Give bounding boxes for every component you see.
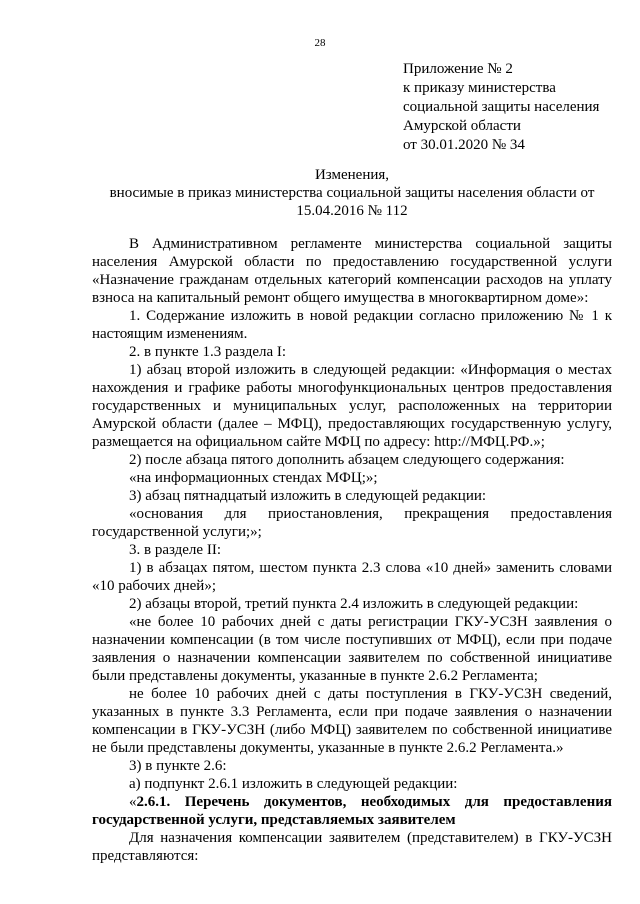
paragraph: а) подпункт 2.6.1 изложить в следующей редакции: bbox=[129, 776, 458, 792]
paragraph: В Административном регламенте министерства социальной защиты населения Амурской области по предоставлению государственной услуги «Назначение гражданам отдельных категорий компенсации расходов на уплату взноса на капитальный ремонт общего имущества в многоквартирном доме»: bbox=[92, 236, 612, 306]
subsection-heading bbox=[92, 793, 612, 829]
paragraph: «на информационных стендах МФЦ;»; bbox=[129, 470, 378, 486]
paragraph: 3) в пункте 2.6: bbox=[129, 758, 227, 774]
appendix-line: от 30.01.2020 № 34 bbox=[403, 137, 525, 153]
heading-line: 15.04.2016 № 112 bbox=[296, 203, 408, 219]
subsection-title: 2.6.1. Перечень документов, необходимых для предоставления государственной услуги, представляемых заявителем bbox=[92, 794, 612, 828]
paragraph: «основания для приостановления, прекращения предоставления государственной услуги;»; bbox=[92, 506, 612, 540]
paragraph: 1. Содержание изложить в новой редакции согласно приложению № 1 к настоящим изменениям. bbox=[92, 308, 612, 342]
paragraph: 3) абзац пятнадцатый изложить в следующей редакции: bbox=[129, 488, 487, 504]
paragraph: Для назначения компенсации заявителем (представителем) в ГКУ-УСЗН представляются: bbox=[92, 830, 612, 864]
paragraph: «не более 10 рабочих дней с даты регистрации ГКУ-УСЗН заявления о назначении компенсации (в том числе поступивших от МФЦ), если при подаче заявления о назначении компенсации заявителем по собственной инициативе были представлены документы, указанные в пункте 2.6.2 Регламента; bbox=[92, 614, 612, 684]
paragraph: 2. в пункте 1.3 раздела I: bbox=[129, 344, 287, 360]
paragraph: 1) в абзацах пятом, шестом пункта 2.3 слова «10 дней» заменить словами «10 рабочих дней»; bbox=[92, 560, 612, 594]
paragraph: 2) абзацы второй, третий пункта 2.4 изложить в следующей редакции: bbox=[129, 596, 579, 612]
document-body bbox=[92, 235, 612, 865]
document-heading bbox=[92, 166, 612, 220]
paragraph: не более 10 рабочих дней с даты поступления в ГКУ-УСЗН сведений, указанных в пункте 3.3 Регламента, если при подаче заявления о назначении компенсации в ГКУ-УСЗН (либо МФЦ) заявителем по собственной инициативе не были представлены документы, указанные в пункте 2.6.2 Регламента.» bbox=[92, 686, 612, 756]
appendix-line: Приложение № 2 bbox=[403, 61, 513, 77]
paragraph: 1) абзац второй изложить в следующей редакции: «Информация о местах нахождения и графике работы многофункциональных центров предоставления государственных и муниципальных услуг, расположенных на территории Амурской области (далее – МФЦ), предоставляющих государственную услугу, размещается на официальном сайте МФЦ по адресу: http://МФЦ.РФ.»; bbox=[92, 362, 612, 450]
page-number: 28 bbox=[314, 37, 326, 49]
quote-mark: « bbox=[129, 794, 137, 810]
appendix-line: Амурской области bbox=[403, 118, 521, 134]
paragraph: 3. в разделе II: bbox=[129, 542, 221, 558]
appendix-line: к приказу министерства bbox=[403, 80, 556, 96]
appendix-line: социальной защиты населения bbox=[403, 99, 600, 115]
heading-line: вносимые в приказ министерства социальной защиты населения области от bbox=[109, 185, 595, 201]
appendix-block bbox=[403, 60, 599, 155]
heading-line: Изменения, bbox=[314, 167, 390, 183]
paragraph: 2) после абзаца пятого дополнить абзацем следующего содержания: bbox=[129, 452, 565, 468]
